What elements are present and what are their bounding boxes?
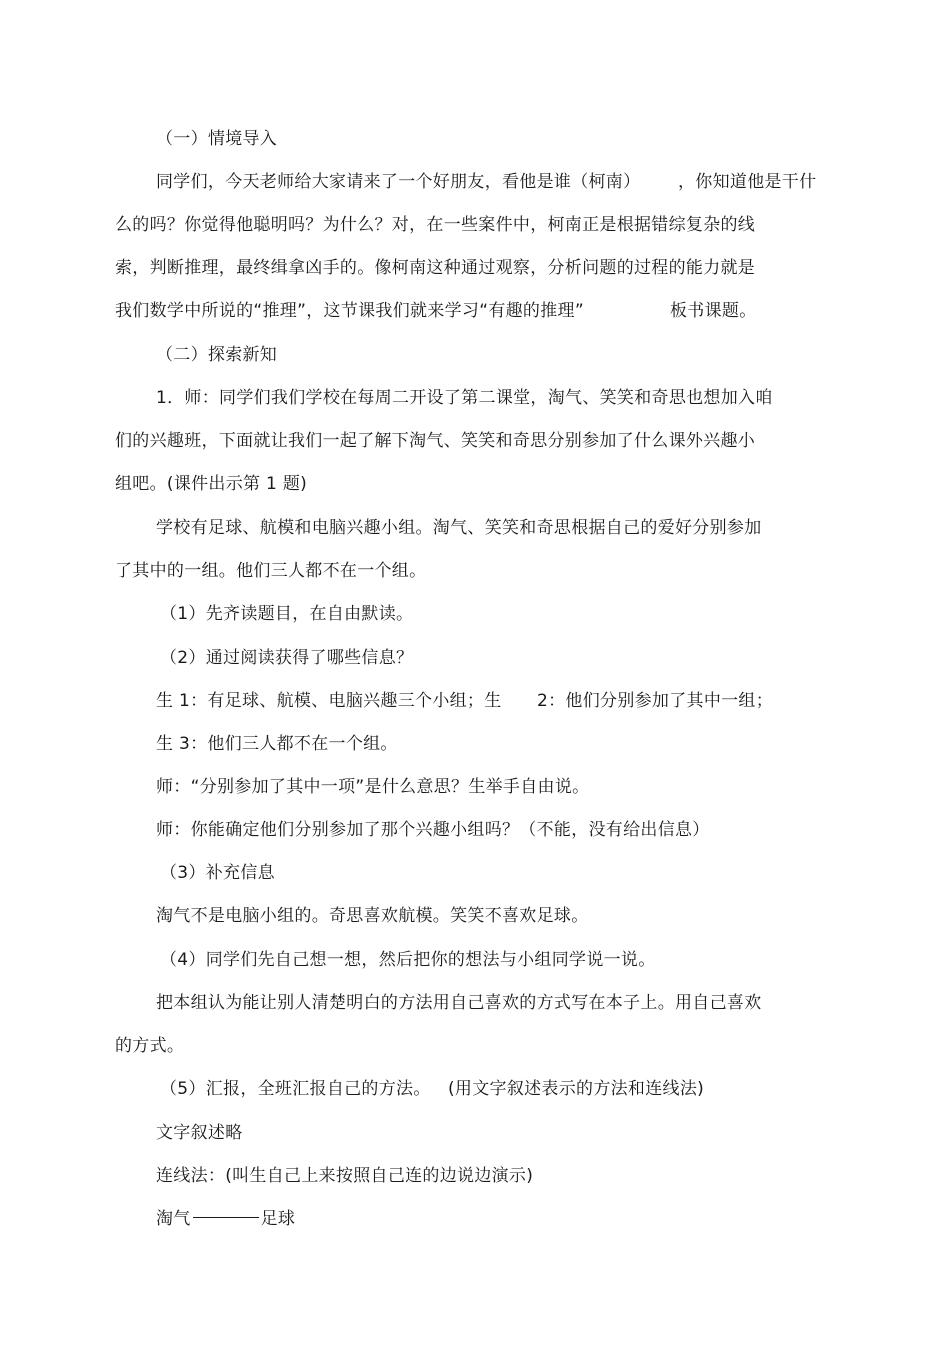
paragraph-teacher-line1: 1．师：同学们我们学校在每周二开设了第二课堂，淘气、笑笑和奇思也想加入咱	[156, 388, 773, 408]
line-method-note: 连线法：(叫生自己上来按照自己连的边说边演示)	[156, 1166, 534, 1186]
student-answer-3: 生 3：他们三人都不在一个组。	[156, 734, 398, 754]
section-heading-explore: （二）探索新知	[156, 345, 278, 365]
paragraph-intro-line4a: 我们数学中所说的“推理”，这节课我们就来学习“有趣的推理”	[115, 301, 584, 321]
step-5: （5）汇报，全班汇报自己的方法。	[160, 1079, 431, 1099]
student-answer-2: 2：他们分别参加了其中一组；	[537, 691, 774, 711]
paragraph-teacher-line3: 组吧。(课件出示第 1 题)	[115, 474, 308, 494]
connecting-line	[193, 1217, 259, 1218]
step-3: （3）补充信息	[160, 863, 275, 883]
paragraph-problem-line2: 了其中的一组。他们三人都不在一个组。	[115, 561, 427, 581]
paragraph-intro-line2: 么的吗？你觉得他聪明吗？为什么？对，在一些案件中，柯南正是根据错综复杂的线	[115, 215, 756, 235]
paragraph-intro-line1b: ，你知道他是干什	[678, 172, 817, 192]
match-right-label: 足球	[260, 1209, 296, 1229]
match-left-label: 淘气	[156, 1209, 191, 1229]
extra-info: 淘气不是电脑小组的。奇思喜欢航模。笑笑不喜欢足球。	[156, 906, 589, 926]
step-2: （2）通过阅读获得了哪些信息？	[160, 648, 414, 668]
step-4: （4）同学们先自己想一想，然后把你的想法与小组同学说一说。	[160, 950, 656, 970]
paragraph-teacher-line2: 们的兴趣班，下面就让我们一起了解下淘气、笑笑和奇思分别参加了什么课外兴趣小	[115, 431, 756, 451]
section-heading-situation: （一）情境导入	[156, 129, 278, 149]
paragraph-method-line1: 把本组认为能让别人清楚明白的方法用自己喜欢的方式写在本子上。用自己喜欢	[156, 993, 762, 1013]
paragraph-intro-line4b: 板书课题。	[670, 301, 757, 321]
paragraph-problem-line1: 学校有足球、航模和电脑兴趣小组。淘气、笑笑和奇思根据自己的爱好分别参加	[156, 518, 762, 538]
step-1: （1）先齐读题目，在自由默读。	[160, 604, 414, 624]
paragraph-intro-line3: 索，判断推理，最终缉拿凶手的。像柯南这种通过观察，分析问题的过程的能力就是	[115, 258, 756, 278]
text-method-note: 文字叙述略	[156, 1123, 243, 1143]
match-pair	[156, 1208, 295, 1230]
teacher-question-1: 师：“分别参加了其中一项”是什么意思？生举手自由说。	[156, 777, 590, 797]
student-answer-1: 生 1：有足球、航模、电脑兴趣三个小组；生	[156, 691, 502, 711]
step-5-note: (用文字叙述表示的方法和连线法)	[448, 1079, 705, 1099]
paragraph-intro-line1a: 同学们，今天老师给大家请来了一个好朋友，看他是谁（柯南）	[156, 172, 641, 192]
paragraph-method-line2: 的方式。	[115, 1036, 185, 1056]
teacher-question-2: 师：你能确定他们分别参加了那个兴趣小组吗？（不能，没有给出信息）	[156, 820, 710, 840]
